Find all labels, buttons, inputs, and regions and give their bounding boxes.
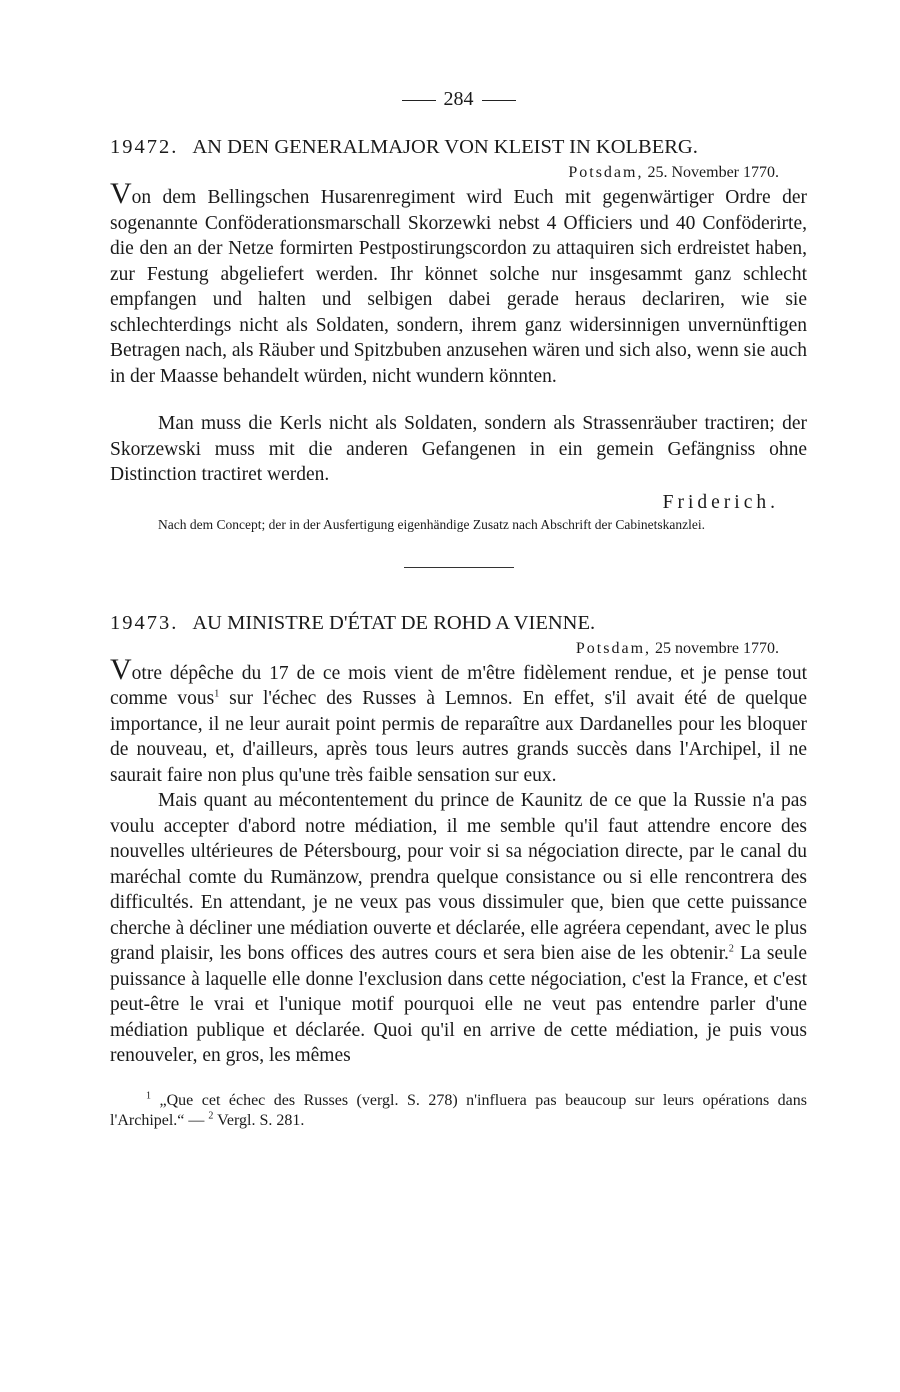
letter-paragraph: Mais quant au mécontentement du prince de Kaunitz de ce que la Russie n'a pas voulu accepter d'abord notre médiation, il me semble qu'il faut attendre encore des nouvelles ultérieures de Pétersbourg, pour voir si sa négociation directe, par le canal du maréchal comte du Rumänzow, prendra quelque consistance ou si elle rencontrera des difficultés. En attendant, je ne veux pas vous dissimuler que, bien que cette puissance cherche à décliner une médiation ouverte et déclarée, elle agréera cependant, avec le plus grand plaisir, les bons offices des autres cours et sera bien aise de les obtenir.$^2$ La seule puissance à laquelle elle donne l'exclusion dans cette négociation, c'est la France, et c'est peut-être le vrai et l'unique motif pourquoi elle ne veut pas entendre parler d'une médiation publique et déclarée. Quoi qu'il en arrive de cette médiation, je puis vous renouveler, en gros, les mêmes [110,790,807,1066]
letter-heading [110,134,807,160]
footnote-number: 1 [146,1090,151,1102]
document-page [110,84,807,1131]
letter-paragraph: Votre dépêche du 17 de ce mois vient de m'être fidèlement rendue, et je pense tout comme vous$^1$ sur l'échec des Russes à Lemnos. En effet, s'il avait été de quelque importance, il ne leur aurait point permis de reparaître aux Dardanelles pour les bloquer de nouveau, et, d'ailleurs, après tous leurs autres grands succès dans l'Archipel, il ne saurait faire non plus qu'une très faible sensation sur eux. [110,652,808,786]
page-number-dash-left [402,100,436,101]
letter-place: Potsdam, [568,164,644,181]
letter-paragraph: Von dem Bellingschen Husarenregiment wird Euch mit gegenwärtiger Ordre der sogenannte Conföderationsmarschall Skorzewki nebst 4 Officiers und 40 Conföderirte, die den an der Netze formirten Pestpostirungscordon zu attaquiren sich erdreistet haben, zur Festung abgeliefert werden. Ihr könnet solche nur insgesammt ganz schlecht empfangen und halten und selbigen dabei gerade heraus declariren, wie sie schlechterdings nicht als Soldaten, sondern, ihrem ganz widersinnigen unvernünftigen Betragen nach, als Räuber und Spitzbuben anzusehen wären und sich also, wenn sie auch in der Maasse behandelt würden, nicht wundern könnten. [110,177,807,387]
letter-paragraph: Man muss die Kerls nicht als Soldaten, sondern als Strassenräuber tractiren; der Skorzewski muss mit die anderen Gefangenen in ein gemein Gefängniss ohne Distinction tractiret werden. [110,413,807,485]
initial-letter: V [110,652,132,686]
letter-date [110,638,807,660]
letter-date-text: 25. November 1770. [647,164,779,181]
letter-date-text: 25 novembre 1770. [655,639,779,657]
letter-place: Potsdam, [575,639,652,657]
letter-number: 19472. [110,136,179,158]
letter-number: 19473. [110,611,179,634]
footnote-marker: 2 [728,943,734,955]
letter-date [110,162,807,184]
letter-recipient: AU MINISTRE D'ÉTAT DE ROHD A VIENNE. [192,611,596,634]
footnote-marker: 1 [214,688,220,700]
page-number: 284 [110,84,807,114]
footnote-number: 2 [208,1110,214,1122]
source-note: Nach dem Concept; der in der Ausfertigung eigenhändige Zusatz nach Abschrift der Cabinetskanzlei. [158,516,705,532]
section-divider [404,567,514,568]
page-number-dash-right [482,100,516,101]
footnotes: $^1$ „Que cet échec des Russes (vergl. S. 278) n'influera pas beaucoup sur leurs opérations dans l'Archipel.“ — $^2$ Vergl. S. 281. [110,1090,807,1129]
letter-recipient: AN DEN GENERALMAJOR VON KLEIST IN KOLBERG. [192,136,698,158]
initial-letter: V [110,177,132,210]
signature: Friderich. [662,491,779,513]
letter-heading [110,610,807,636]
